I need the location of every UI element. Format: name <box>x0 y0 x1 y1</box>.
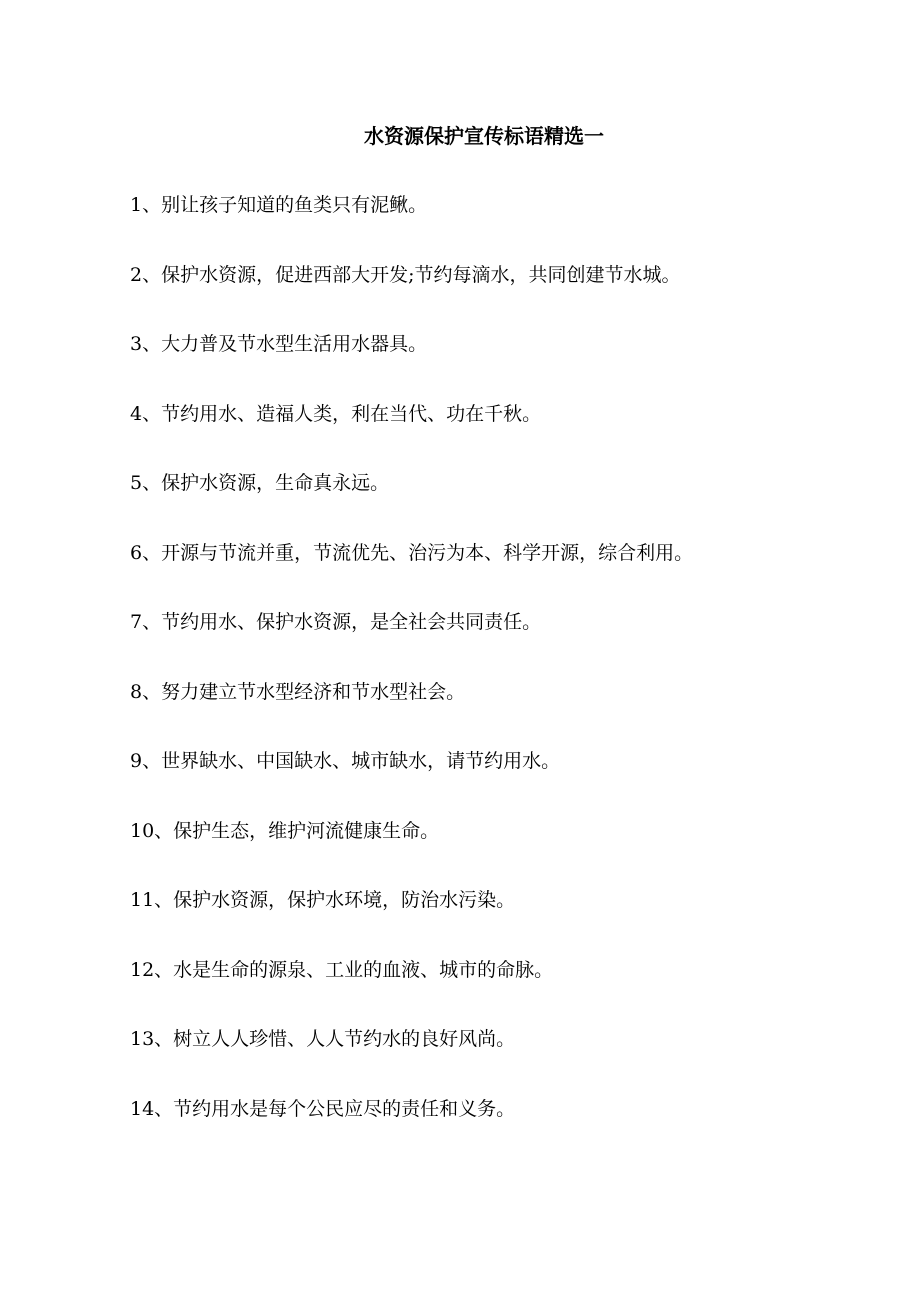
slogan-item-4: 4、节约用水、造福人类，利在当代、功在千秋。 <box>130 402 542 425</box>
slogan-item-6: 6、开源与节流并重，节流优先、治污为本、科学开源，综合利用。 <box>130 541 694 564</box>
slogan-item-12: 12、水是生命的源泉、工业的血液、城市的命脉。 <box>130 958 554 981</box>
slogan-item-3: 3、大力普及节水型生活用水器具。 <box>130 333 428 355</box>
slogan-item-9: 9、世界缺水、中国缺水、城市缺水，请节约用水。 <box>130 750 561 772</box>
slogan-item-2: 2、保护水资源，促进西部大开发;节约每滴水，共同创建节水城。 <box>130 263 681 286</box>
slogan-item-5: 5、保护水资源，生命真永远。 <box>130 472 390 494</box>
slogan-item-1: 1、别让孩子知道的鱼类只有泥鳅。 <box>130 194 428 216</box>
slogan-list <box>130 190 693 1163</box>
slogan-item-7: 7、节约用水、保护水资源，是全社会共同责任。 <box>130 611 542 633</box>
document-title: 水资源保护宣传标语精选一 <box>364 124 604 148</box>
slogan-item-11: 11、保护水资源，保护水环境，防治水污染。 <box>130 889 516 911</box>
slogan-item-8: 8、努力建立节水型经济和节水型社会。 <box>130 680 466 703</box>
slogan-item-13: 13、树立人人珍惜、人人节约水的良好风尚。 <box>130 1028 516 1050</box>
slogan-item-14: 14、节约用水是每个公民应尽的责任和义务。 <box>130 1097 516 1120</box>
slogan-item-10: 10、保护生态，维护河流健康生命。 <box>130 819 440 842</box>
